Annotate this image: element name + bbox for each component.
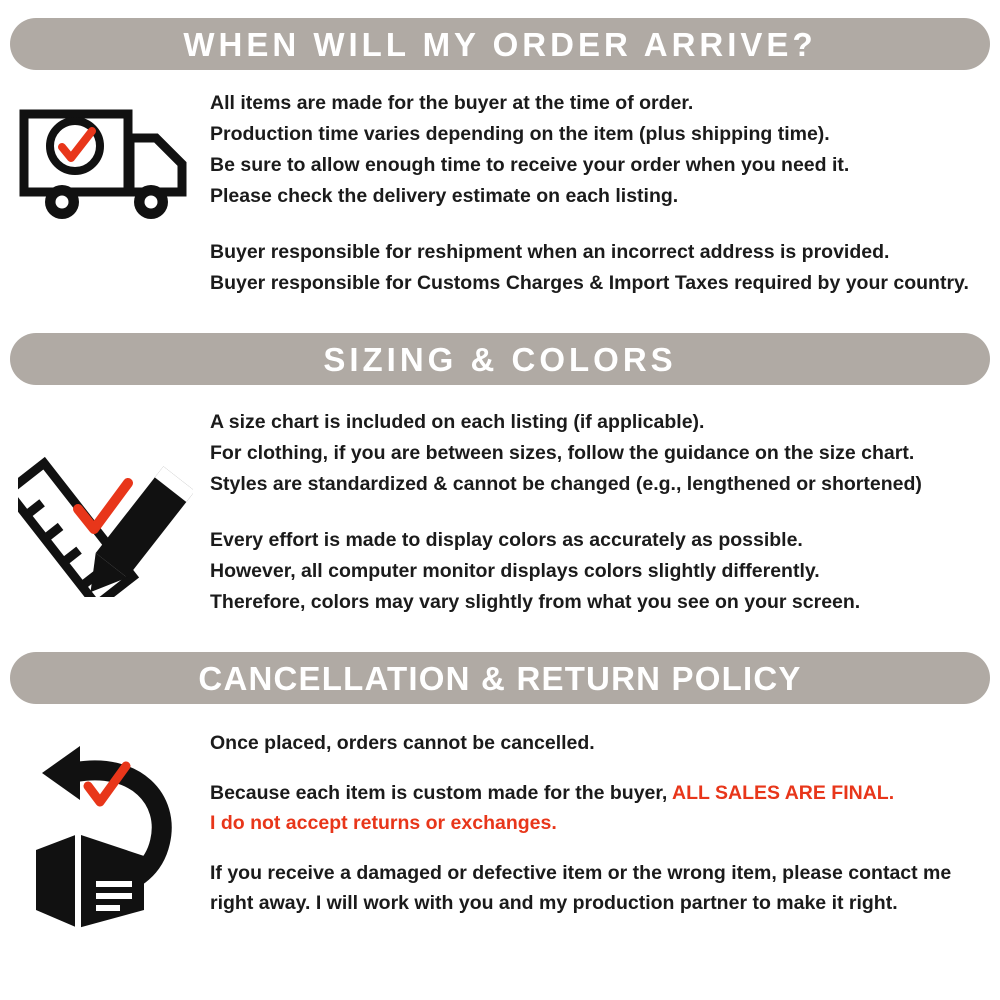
body-line: A size chart is included on each listing (if applicable). bbox=[210, 411, 705, 433]
ruler-pencil-check-icon bbox=[0, 407, 210, 597]
section-text-shipping bbox=[210, 88, 1000, 299]
body-line: Be sure to allow enough time to receive your order when you need it. bbox=[210, 154, 850, 176]
section-heading-text: WHEN WILL MY ORDER ARRIVE? bbox=[183, 25, 817, 63]
body-line: Buyer responsible for reshipment when an incorrect address is provided. bbox=[210, 241, 890, 263]
body-line: However, all computer monitor displays colors slightly differently. bbox=[210, 560, 820, 582]
paragraph-spacer bbox=[210, 500, 994, 525]
body-line: Production time varies depending on the item (plus shipping time). bbox=[210, 123, 830, 145]
body-line: Buyer responsible for Customs Charges & Import Taxes required by your country. bbox=[210, 272, 969, 294]
section-body-returns bbox=[0, 728, 1000, 928]
section-returns bbox=[0, 652, 1000, 928]
body-line: right away. I will work with you and my production partner to make it right. bbox=[210, 892, 898, 914]
body-line: For clothing, if you are between sizes, follow the guidance on the size chart. bbox=[210, 442, 915, 464]
body-line-mixed bbox=[210, 778, 994, 808]
section-shipping bbox=[0, 18, 1000, 299]
paragraph-spacer bbox=[210, 758, 994, 778]
section-body-sizing bbox=[0, 407, 1000, 618]
body-line: Every effort is made to display colors as accurately as possible. bbox=[210, 529, 803, 551]
paragraph-spacer bbox=[210, 212, 994, 237]
body-line: I do not accept returns or exchanges. bbox=[210, 812, 557, 834]
body-line: Therefore, colors may vary slightly from what you see on your screen. bbox=[210, 591, 861, 613]
paragraph-spacer bbox=[210, 838, 994, 858]
section-heading-banner-shipping bbox=[10, 18, 990, 70]
body-line-part: Because each item is custom made for the buyer, bbox=[210, 782, 673, 804]
section-heading-banner-sizing bbox=[10, 333, 990, 385]
section-body-shipping bbox=[0, 88, 1000, 299]
body-line: Once placed, orders cannot be cancelled. bbox=[210, 732, 595, 754]
body-line-emphasis: ALL SALES ARE FINAL. bbox=[672, 782, 895, 804]
body-line: All items are made for the buyer at the time of order. bbox=[210, 92, 694, 114]
section-heading-banner-returns bbox=[10, 652, 990, 704]
body-line: Please check the delivery estimate on each listing. bbox=[210, 185, 679, 207]
section-heading-text: SIZING & COLORS bbox=[323, 340, 677, 378]
return-box-arrow-check-icon bbox=[0, 728, 210, 928]
section-text-sizing bbox=[210, 407, 1000, 618]
section-sizing bbox=[0, 333, 1000, 618]
body-line: If you receive a damaged or defective item or the wrong item, please contact me bbox=[210, 862, 952, 884]
section-text-returns bbox=[210, 728, 1000, 918]
section-heading-text: CANCELLATION & RETURN POLICY bbox=[198, 659, 802, 697]
delivery-truck-check-icon bbox=[0, 88, 210, 237]
body-line: Styles are standardized & cannot be changed (e.g., lengthened or shortened) bbox=[210, 473, 922, 495]
